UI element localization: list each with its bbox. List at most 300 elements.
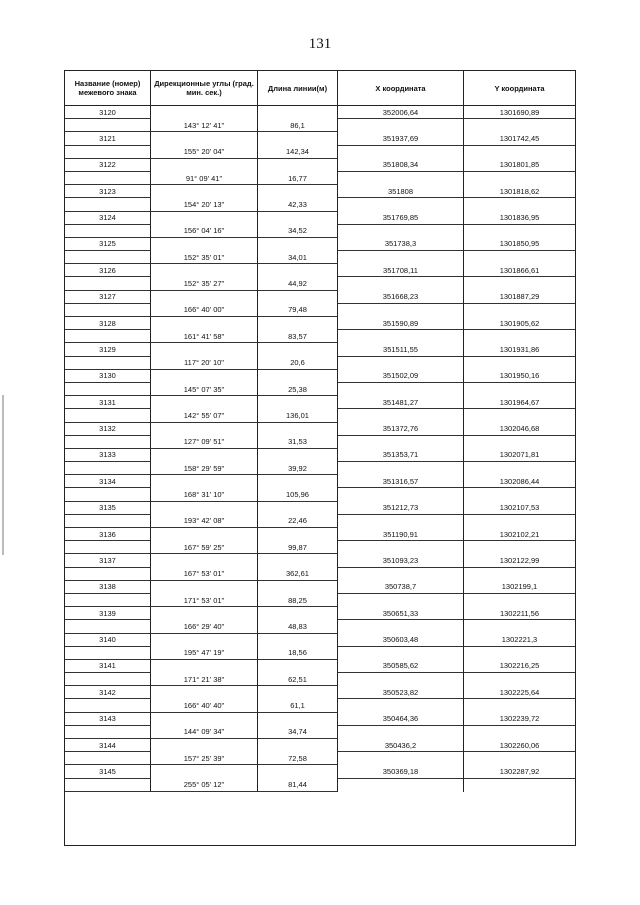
segment-row bbox=[65, 119, 575, 132]
direction-angle: 171° 21' 38" bbox=[151, 673, 258, 686]
x-coordinate: 350523,82 bbox=[338, 686, 464, 699]
x-coordinate: 351808 bbox=[338, 185, 464, 198]
segment-row bbox=[65, 146, 575, 159]
direction-angle: 171° 53' 01" bbox=[151, 594, 258, 607]
empty-cell bbox=[151, 739, 258, 752]
empty-cell bbox=[338, 357, 464, 370]
segment-row bbox=[65, 198, 575, 211]
header-x: X координата bbox=[338, 71, 464, 105]
point-name: 3127 bbox=[65, 291, 151, 304]
point-row bbox=[65, 739, 575, 752]
empty-cell bbox=[151, 554, 258, 567]
empty-cell bbox=[464, 673, 575, 686]
empty-cell bbox=[258, 185, 338, 198]
empty-cell bbox=[464, 594, 575, 607]
empty-cell bbox=[464, 462, 575, 475]
empty-cell bbox=[338, 488, 464, 501]
line-length: 20,6 bbox=[258, 357, 338, 370]
direction-angle: 255° 05' 12" bbox=[151, 779, 258, 792]
x-coordinate: 351937,69 bbox=[338, 132, 464, 145]
empty-cell bbox=[151, 660, 258, 673]
direction-angle: 152° 35' 01" bbox=[151, 251, 258, 264]
x-coordinate: 350369,18 bbox=[338, 765, 464, 778]
empty-cell bbox=[151, 765, 258, 778]
empty-cell bbox=[464, 198, 575, 211]
segment-row bbox=[65, 699, 575, 712]
point-row bbox=[65, 212, 575, 225]
point-name: 3133 bbox=[65, 449, 151, 462]
empty-cell bbox=[65, 594, 151, 607]
empty-cell bbox=[464, 752, 575, 765]
empty-cell bbox=[464, 568, 575, 581]
point-row bbox=[65, 765, 575, 778]
empty-cell bbox=[338, 568, 464, 581]
empty-cell bbox=[151, 713, 258, 726]
point-row bbox=[65, 423, 575, 436]
table-header bbox=[65, 71, 575, 106]
empty-cell bbox=[464, 779, 575, 792]
x-coordinate: 350585,62 bbox=[338, 660, 464, 673]
x-coordinate: 351212,73 bbox=[338, 502, 464, 515]
empty-cell bbox=[338, 146, 464, 159]
point-name: 3120 bbox=[65, 106, 151, 119]
y-coordinate: 1302211,56 bbox=[464, 607, 575, 620]
direction-angle: 168° 31' 10" bbox=[151, 488, 258, 501]
empty-cell bbox=[338, 436, 464, 449]
empty-cell bbox=[151, 449, 258, 462]
empty-cell bbox=[464, 225, 575, 238]
empty-cell bbox=[258, 212, 338, 225]
segment-row bbox=[65, 594, 575, 607]
y-coordinate: 1301887,29 bbox=[464, 291, 575, 304]
empty-cell bbox=[151, 159, 258, 172]
empty-cell bbox=[338, 225, 464, 238]
y-coordinate: 1302107,53 bbox=[464, 502, 575, 515]
point-row bbox=[65, 449, 575, 462]
x-coordinate: 351190,91 bbox=[338, 528, 464, 541]
empty-cell bbox=[65, 779, 151, 792]
direction-angle: 166° 29' 40" bbox=[151, 620, 258, 633]
empty-cell bbox=[151, 185, 258, 198]
empty-cell bbox=[65, 383, 151, 396]
y-coordinate: 1301690,89 bbox=[464, 106, 575, 119]
point-row bbox=[65, 607, 575, 620]
header-name: Название (номер) межевого знака bbox=[65, 71, 151, 105]
y-coordinate: 1301818,62 bbox=[464, 185, 575, 198]
header-length: Длина линии(м) bbox=[258, 71, 338, 105]
empty-cell bbox=[338, 277, 464, 290]
empty-cell bbox=[65, 673, 151, 686]
empty-cell bbox=[65, 462, 151, 475]
segment-row bbox=[65, 647, 575, 660]
empty-cell bbox=[338, 251, 464, 264]
empty-cell bbox=[65, 251, 151, 264]
y-coordinate: 1302239,72 bbox=[464, 713, 575, 726]
empty-cell bbox=[258, 686, 338, 699]
line-length: 25,38 bbox=[258, 383, 338, 396]
empty-cell bbox=[464, 383, 575, 396]
y-coordinate: 1302102,21 bbox=[464, 528, 575, 541]
line-length: 99,87 bbox=[258, 541, 338, 554]
x-coordinate: 351353,71 bbox=[338, 449, 464, 462]
y-coordinate: 1302086,44 bbox=[464, 475, 575, 488]
line-length: 42,33 bbox=[258, 198, 338, 211]
empty-cell bbox=[338, 673, 464, 686]
segment-row bbox=[65, 251, 575, 264]
y-coordinate: 1302225,64 bbox=[464, 686, 575, 699]
direction-angle: 143° 12' 41" bbox=[151, 119, 258, 132]
x-coordinate: 352006,64 bbox=[338, 106, 464, 119]
line-length: 86,1 bbox=[258, 119, 338, 132]
direction-angle: 166° 40' 00" bbox=[151, 304, 258, 317]
empty-cell bbox=[151, 607, 258, 620]
empty-cell bbox=[464, 436, 575, 449]
empty-cell bbox=[338, 119, 464, 132]
line-length: 88,25 bbox=[258, 594, 338, 607]
empty-cell bbox=[258, 634, 338, 647]
line-length: 136,01 bbox=[258, 409, 338, 422]
direction-angle: 193° 42' 08" bbox=[151, 515, 258, 528]
point-row bbox=[65, 554, 575, 567]
point-name: 3144 bbox=[65, 739, 151, 752]
x-coordinate: 350603,48 bbox=[338, 634, 464, 647]
empty-cell bbox=[258, 343, 338, 356]
empty-cell bbox=[151, 212, 258, 225]
empty-cell bbox=[464, 146, 575, 159]
point-row bbox=[65, 528, 575, 541]
point-name: 3132 bbox=[65, 423, 151, 436]
point-row bbox=[65, 317, 575, 330]
segment-row bbox=[65, 620, 575, 633]
empty-cell bbox=[151, 343, 258, 356]
point-name: 3145 bbox=[65, 765, 151, 778]
point-row bbox=[65, 370, 575, 383]
point-name: 3121 bbox=[65, 132, 151, 145]
empty-cell bbox=[338, 330, 464, 343]
empty-cell bbox=[151, 528, 258, 541]
segment-row bbox=[65, 673, 575, 686]
line-length: 18,56 bbox=[258, 647, 338, 660]
point-row bbox=[65, 713, 575, 726]
point-name: 3139 bbox=[65, 607, 151, 620]
boundary-coordinates-table bbox=[64, 70, 576, 846]
x-coordinate: 350738,7 bbox=[338, 581, 464, 594]
empty-cell bbox=[151, 423, 258, 436]
point-row bbox=[65, 238, 575, 251]
empty-cell bbox=[338, 462, 464, 475]
empty-cell bbox=[258, 370, 338, 383]
point-row bbox=[65, 343, 575, 356]
empty-cell bbox=[258, 449, 338, 462]
x-coordinate: 351808,34 bbox=[338, 159, 464, 172]
point-row bbox=[65, 634, 575, 647]
empty-cell bbox=[65, 647, 151, 660]
empty-cell bbox=[338, 752, 464, 765]
empty-cell bbox=[65, 752, 151, 765]
segment-row bbox=[65, 304, 575, 317]
x-coordinate: 351590,89 bbox=[338, 317, 464, 330]
empty-cell bbox=[151, 317, 258, 330]
segment-row bbox=[65, 357, 575, 370]
line-length: 34,52 bbox=[258, 225, 338, 238]
x-coordinate: 350651,33 bbox=[338, 607, 464, 620]
line-length: 81,44 bbox=[258, 779, 338, 792]
segment-row bbox=[65, 172, 575, 185]
empty-cell bbox=[258, 317, 338, 330]
empty-cell bbox=[338, 383, 464, 396]
table-body bbox=[65, 106, 575, 792]
segment-row bbox=[65, 383, 575, 396]
point-name: 3126 bbox=[65, 264, 151, 277]
empty-cell bbox=[464, 726, 575, 739]
point-row bbox=[65, 475, 575, 488]
line-length: 48,83 bbox=[258, 620, 338, 633]
y-coordinate: 1302260,06 bbox=[464, 739, 575, 752]
header-y: Y координата bbox=[494, 83, 545, 93]
empty-cell bbox=[464, 119, 575, 132]
line-length: 142,34 bbox=[258, 146, 338, 159]
empty-cell bbox=[258, 238, 338, 251]
empty-cell bbox=[338, 620, 464, 633]
empty-cell bbox=[65, 409, 151, 422]
direction-angle: 91° 09' 41" bbox=[151, 172, 258, 185]
empty-cell bbox=[258, 765, 338, 778]
empty-cell bbox=[464, 304, 575, 317]
empty-cell bbox=[338, 172, 464, 185]
header-angle: Дирекционные углы (град. мин. сек.) bbox=[151, 71, 258, 105]
point-name: 3141 bbox=[65, 660, 151, 673]
empty-cell bbox=[65, 172, 151, 185]
empty-cell bbox=[338, 594, 464, 607]
empty-cell bbox=[65, 620, 151, 633]
x-coordinate: 351511,55 bbox=[338, 343, 464, 356]
empty-cell bbox=[464, 277, 575, 290]
x-coordinate: 350464,36 bbox=[338, 713, 464, 726]
empty-cell bbox=[65, 304, 151, 317]
x-coordinate: 351093,23 bbox=[338, 554, 464, 567]
y-coordinate: 1302221,3 bbox=[464, 634, 575, 647]
direction-angle: 154° 20' 13" bbox=[151, 198, 258, 211]
empty-cell bbox=[258, 106, 338, 119]
empty-cell bbox=[258, 581, 338, 594]
empty-cell bbox=[65, 699, 151, 712]
empty-cell bbox=[151, 132, 258, 145]
direction-angle: 156° 04' 16" bbox=[151, 225, 258, 238]
empty-cell bbox=[258, 423, 338, 436]
point-name: 3123 bbox=[65, 185, 151, 198]
point-name: 3129 bbox=[65, 343, 151, 356]
empty-cell bbox=[65, 568, 151, 581]
empty-cell bbox=[151, 291, 258, 304]
empty-cell bbox=[151, 502, 258, 515]
line-length: 72,58 bbox=[258, 752, 338, 765]
empty-cell bbox=[151, 686, 258, 699]
point-name: 3142 bbox=[65, 686, 151, 699]
y-coordinate: 1301836,95 bbox=[464, 212, 575, 225]
empty-cell bbox=[258, 502, 338, 515]
direction-angle: 157° 25' 39" bbox=[151, 752, 258, 765]
empty-cell bbox=[65, 198, 151, 211]
line-length: 44,92 bbox=[258, 277, 338, 290]
empty-cell bbox=[151, 264, 258, 277]
empty-cell bbox=[258, 528, 338, 541]
point-name: 3137 bbox=[65, 554, 151, 567]
line-length: 79,48 bbox=[258, 304, 338, 317]
x-coordinate: 351481,27 bbox=[338, 396, 464, 409]
direction-angle: 142° 55' 07" bbox=[151, 409, 258, 422]
line-length: 34,01 bbox=[258, 251, 338, 264]
direction-angle: 145° 07' 35" bbox=[151, 383, 258, 396]
x-coordinate: 351769,85 bbox=[338, 212, 464, 225]
margin-mark bbox=[2, 395, 4, 555]
point-row bbox=[65, 132, 575, 145]
x-coordinate: 351316,57 bbox=[338, 475, 464, 488]
empty-cell bbox=[464, 409, 575, 422]
y-coordinate: 1301742,45 bbox=[464, 132, 575, 145]
empty-cell bbox=[338, 699, 464, 712]
point-row bbox=[65, 502, 575, 515]
empty-cell bbox=[464, 647, 575, 660]
segment-row bbox=[65, 225, 575, 238]
empty-cell bbox=[151, 634, 258, 647]
empty-cell bbox=[338, 541, 464, 554]
empty-cell bbox=[65, 277, 151, 290]
y-coordinate: 1302046,68 bbox=[464, 423, 575, 436]
point-row bbox=[65, 106, 575, 119]
empty-cell bbox=[65, 541, 151, 554]
line-length: 105,96 bbox=[258, 488, 338, 501]
line-length: 62,51 bbox=[258, 673, 338, 686]
line-length: 83,57 bbox=[258, 330, 338, 343]
empty-cell bbox=[464, 699, 575, 712]
point-row bbox=[65, 660, 575, 673]
x-coordinate: 351372,76 bbox=[338, 423, 464, 436]
empty-cell bbox=[464, 620, 575, 633]
empty-cell bbox=[464, 541, 575, 554]
point-name: 3143 bbox=[65, 713, 151, 726]
segment-row bbox=[65, 726, 575, 739]
empty-cell bbox=[338, 304, 464, 317]
empty-cell bbox=[65, 436, 151, 449]
point-name: 3128 bbox=[65, 317, 151, 330]
empty-cell bbox=[338, 198, 464, 211]
line-length: 22,46 bbox=[258, 515, 338, 528]
line-length: 16,77 bbox=[258, 172, 338, 185]
y-coordinate: 1301905,62 bbox=[464, 317, 575, 330]
empty-cell bbox=[338, 515, 464, 528]
empty-cell bbox=[464, 330, 575, 343]
point-name: 3131 bbox=[65, 396, 151, 409]
direction-angle: 127° 09' 51" bbox=[151, 436, 258, 449]
segment-row bbox=[65, 462, 575, 475]
empty-cell bbox=[65, 225, 151, 238]
direction-angle: 152° 35' 27" bbox=[151, 277, 258, 290]
empty-cell bbox=[258, 554, 338, 567]
point-row bbox=[65, 686, 575, 699]
y-coordinate: 1301931,86 bbox=[464, 343, 575, 356]
direction-angle: 195° 47' 19" bbox=[151, 647, 258, 660]
empty-cell bbox=[258, 132, 338, 145]
empty-cell bbox=[464, 357, 575, 370]
empty-cell bbox=[151, 106, 258, 119]
empty-cell bbox=[258, 475, 338, 488]
point-name: 3135 bbox=[65, 502, 151, 515]
empty-cell bbox=[338, 409, 464, 422]
point-row bbox=[65, 264, 575, 277]
x-coordinate: 351708,11 bbox=[338, 264, 464, 277]
segment-row bbox=[65, 515, 575, 528]
empty-cell bbox=[338, 779, 464, 792]
y-coordinate: 1302287,92 bbox=[464, 765, 575, 778]
empty-cell bbox=[151, 238, 258, 251]
segment-row bbox=[65, 541, 575, 554]
point-name: 3125 bbox=[65, 238, 151, 251]
point-row bbox=[65, 291, 575, 304]
point-name: 3122 bbox=[65, 159, 151, 172]
empty-cell bbox=[258, 264, 338, 277]
segment-row bbox=[65, 409, 575, 422]
empty-cell bbox=[65, 515, 151, 528]
point-name: 3124 bbox=[65, 212, 151, 225]
empty-cell bbox=[65, 726, 151, 739]
point-row bbox=[65, 159, 575, 172]
empty-cell bbox=[65, 357, 151, 370]
empty-cell bbox=[258, 159, 338, 172]
direction-angle: 166° 40' 40" bbox=[151, 699, 258, 712]
point-name: 3136 bbox=[65, 528, 151, 541]
segment-row bbox=[65, 752, 575, 765]
empty-cell bbox=[258, 291, 338, 304]
empty-cell bbox=[258, 713, 338, 726]
y-coordinate: 1302216,25 bbox=[464, 660, 575, 673]
empty-cell bbox=[464, 172, 575, 185]
y-coordinate: 1301850,95 bbox=[464, 238, 575, 251]
point-name: 3134 bbox=[65, 475, 151, 488]
empty-cell bbox=[258, 739, 338, 752]
direction-angle: 167° 53' 01" bbox=[151, 568, 258, 581]
x-coordinate: 350436,2 bbox=[338, 739, 464, 752]
point-name: 3130 bbox=[65, 370, 151, 383]
empty-cell bbox=[338, 647, 464, 660]
y-coordinate: 1301866,61 bbox=[464, 264, 575, 277]
direction-angle: 155° 20' 04" bbox=[151, 146, 258, 159]
point-name: 3140 bbox=[65, 634, 151, 647]
direction-angle: 144° 09' 34" bbox=[151, 726, 258, 739]
x-coordinate: 351668,23 bbox=[338, 291, 464, 304]
y-coordinate: 1302122,99 bbox=[464, 554, 575, 567]
empty-cell bbox=[65, 488, 151, 501]
line-length: 34,74 bbox=[258, 726, 338, 739]
y-coordinate: 1301950,16 bbox=[464, 370, 575, 383]
segment-row bbox=[65, 779, 575, 792]
direction-angle: 167° 59' 25" bbox=[151, 541, 258, 554]
segment-row bbox=[65, 436, 575, 449]
empty-cell bbox=[151, 581, 258, 594]
direction-angle: 158° 29' 59" bbox=[151, 462, 258, 475]
x-coordinate: 351502,09 bbox=[338, 370, 464, 383]
segment-row bbox=[65, 488, 575, 501]
point-name: 3138 bbox=[65, 581, 151, 594]
empty-cell bbox=[258, 607, 338, 620]
empty-cell bbox=[65, 146, 151, 159]
line-length: 362,61 bbox=[258, 568, 338, 581]
empty-cell bbox=[65, 119, 151, 132]
empty-cell bbox=[464, 515, 575, 528]
x-coordinate: 351738,3 bbox=[338, 238, 464, 251]
line-length: 61,1 bbox=[258, 699, 338, 712]
empty-cell bbox=[258, 396, 338, 409]
point-row bbox=[65, 581, 575, 594]
